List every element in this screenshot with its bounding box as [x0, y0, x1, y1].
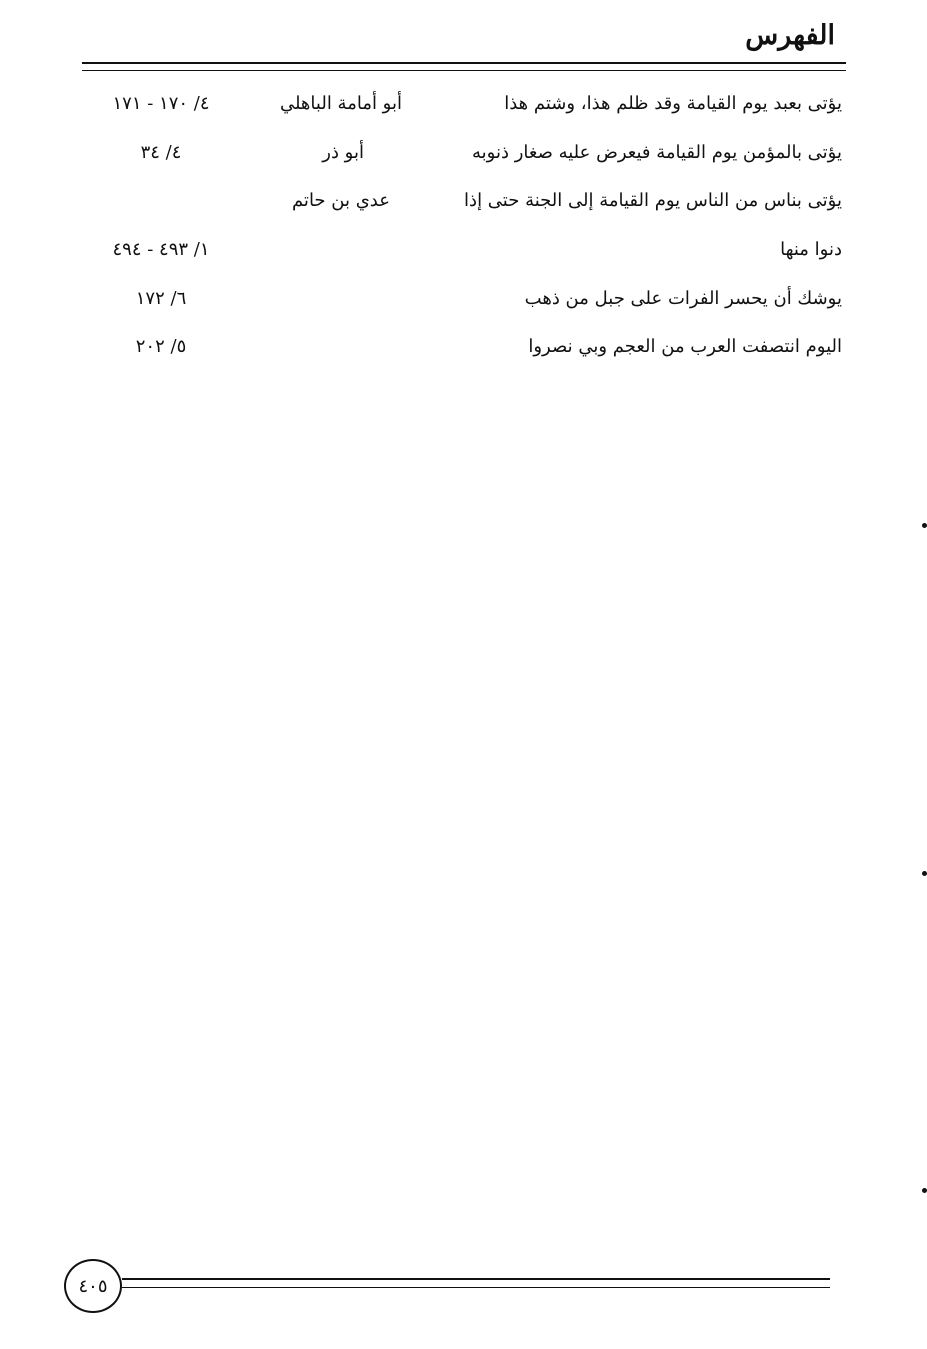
reference: ١/ ٤٩٣ - ٤٩٤ [112, 239, 210, 260]
header-rule-bottom [82, 70, 846, 71]
list-item [80, 333, 842, 373]
footer-rule-top [122, 1278, 830, 1280]
hadith-text: يوشك أن يحسر الفرات على جبل من ذهب [524, 288, 842, 309]
list-item [80, 187, 842, 227]
hadith-text: يؤتى بالمؤمن يوم القيامة فيعرض عليه صغار ذنوبه [472, 142, 842, 163]
narrator: أبو ذر [322, 142, 364, 163]
list-item [80, 139, 842, 179]
narrator: عدي بن حاتم [291, 190, 390, 211]
list-item [80, 236, 842, 276]
page-number: ٤٠٥ [64, 1259, 122, 1313]
hadith-text: دنوا منها [780, 239, 842, 260]
scan-mark [922, 871, 927, 876]
reference: ٦/ ١٧٢ [135, 288, 187, 309]
scan-mark [922, 1188, 927, 1193]
list-item [80, 90, 842, 130]
reference: ٥/ ٢٠٢ [135, 336, 187, 357]
reference: ٤/ ١٧٠ - ١٧١ [112, 93, 210, 114]
list-item [80, 285, 842, 325]
narrator: أبو أمامة الباهلي [279, 93, 402, 114]
scan-mark [922, 523, 927, 528]
hadith-text: يؤتى بعبد يوم القيامة وقد ظلم هذا، وشتم هذا [504, 93, 842, 114]
header-rule-top [82, 62, 846, 64]
page-title: الفهرس [745, 20, 835, 51]
hadith-text: اليوم انتصفت العرب من العجم وبي نصروا [528, 336, 842, 357]
footer-rule-bottom [122, 1287, 830, 1288]
reference: ٤/ ٣٤ [140, 142, 182, 163]
hadith-text: يؤتى بناس من الناس يوم القيامة إلى الجنة حتى إذا [464, 190, 842, 211]
